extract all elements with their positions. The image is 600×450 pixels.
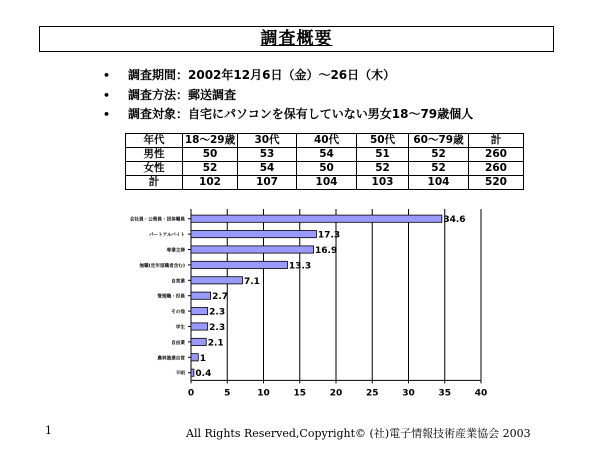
table-header-row [126,134,524,148]
category-label: 専業主婦 [166,248,185,254]
bar [191,354,198,361]
title-box [39,26,554,52]
x-tick-label: 35 [438,388,452,399]
category-label: 農林漁業自営 [157,356,185,362]
x-tick-label: 10 [257,388,270,399]
category-label: 会社員・公務員・団体職員 [129,217,185,223]
bar [191,323,208,330]
table-cell: 53 [238,148,297,162]
data-label: 34.6 [443,215,466,226]
row-label: 計 [126,176,183,190]
bullet-icon: • [103,88,111,102]
data-label: 2.7 [212,292,229,303]
x-tick-label: 15 [293,388,307,399]
table-cell: 102 [183,176,238,190]
table-cell: 260 [469,148,524,162]
row-label: 男性 [126,148,183,162]
table-row [126,162,524,176]
bar [191,215,442,222]
x-tick-label: 0 [187,388,195,399]
bar [191,338,206,345]
bar [191,277,242,284]
bar [191,246,314,253]
table-cell: 103 [357,176,409,190]
data-label: 16.9 [315,246,338,256]
header-cell: 40代 [297,134,357,148]
table-cell: 50 [183,148,238,162]
bar [191,369,194,376]
x-tick-label: 30 [402,388,415,399]
table-cell: 54 [238,162,297,176]
table-cell: 52 [409,162,469,176]
x-tick-label: 5 [224,388,231,399]
x-tick-label: 25 [365,388,379,399]
data-label: 2.3 [209,307,226,318]
data-label: 0.4 [195,369,212,380]
table-cell: 104 [297,176,357,190]
page-title: 調査概要 [260,29,333,49]
table-cell: 107 [238,176,297,190]
data-label: 7.1 [243,276,260,287]
table-cell: 52 [183,162,238,176]
header-cell: 50代 [357,134,409,148]
row-label: 女性 [126,162,183,176]
table-cell: 52 [357,162,409,176]
category-label: 自営業 [171,279,185,285]
bar [191,231,316,238]
x-tick-label: 40 [474,388,488,399]
table-cell: 52 [409,148,469,162]
data-label: 2.3 [209,323,226,333]
category-label: 無職(定年退職者含む) [139,263,185,269]
data-label: 2.1 [207,338,224,349]
header-cell: 60～79歳 [409,134,469,148]
category-label: 学生 [175,325,185,331]
table-row [126,148,524,162]
survey-period-item [103,66,473,86]
table-cell: 260 [469,162,524,176]
page-number: 1 [45,424,52,437]
x-tick-label: 20 [329,388,343,399]
category-label: 管理職・役員 [157,294,185,300]
survey-target-item [103,105,473,125]
bullet-icon: • [103,108,111,121]
header-cell: 計 [469,134,524,148]
bar [191,261,287,268]
respondent-occupation-bar-chart [0,205,600,420]
table-cell: 104 [409,176,469,190]
header-cell: 30代 [238,134,297,148]
survey-method-text: 調査方法：郵送調査 [128,87,237,102]
sample-size-table [125,133,524,190]
survey-period-text: 調査期間：2002年12月6日（金）～26日（木） [128,68,396,82]
table-cell: 520 [469,176,524,190]
header-cell: 年代 [126,134,183,148]
survey-overview-list [103,66,473,125]
category-label: 不明 [175,371,185,377]
copyright-footer: All Rights Reserved,Copyright© (社)電子情報技術産業協会 2003 [186,427,531,440]
category-label: パートアルバイト [148,233,185,239]
bar [191,308,208,315]
bullet-icon: • [103,69,111,82]
data-label: 13.3 [288,261,312,272]
category-label: 自由業 [171,340,185,346]
category-label: その他 [171,310,185,316]
bar [191,292,211,299]
header-cell: 18～29歳 [183,134,238,148]
table-cell: 51 [357,148,409,162]
data-label: 1 [199,353,207,364]
table-cell: 50 [297,162,357,176]
survey-target-text: 調査対象：自宅にパソコンを保有していない男女18～79歳個人 [128,107,474,121]
table-row [126,176,524,190]
table-cell: 54 [297,148,357,162]
data-label: 17.3 [317,230,341,241]
survey-method-item [103,86,473,106]
